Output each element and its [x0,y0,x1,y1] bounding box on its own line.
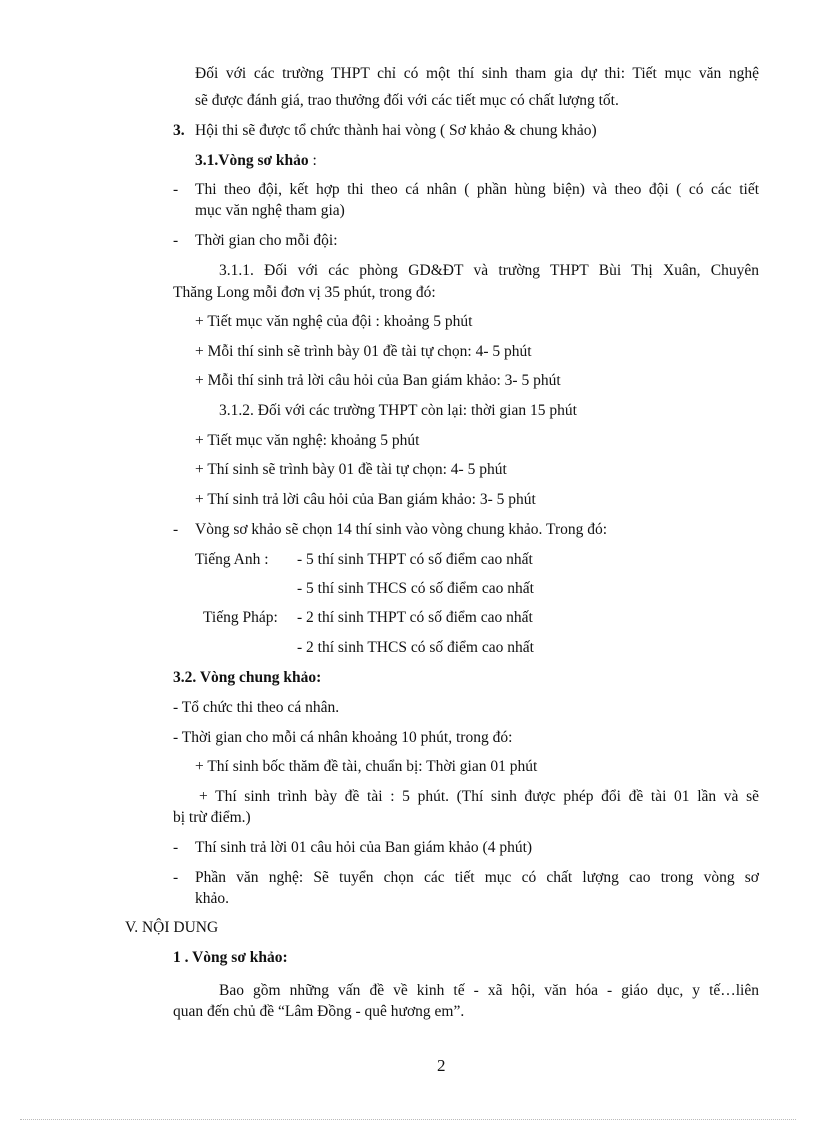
bullet-text: Phần văn nghệ: Sẽ tuyển chọn các tiết mục có chất lượng cao trong vòng sơ [195,869,759,886]
paragraph-line: Bao gồm những vấn đề về kinh tế - xã hội, văn hóa - giáo dục, y tế…liên [219,982,759,999]
paragraph-line: Thăng Long mỗi đơn vị 35 phút, trong đó: [173,284,436,301]
paragraph-line: quan đến chủ đề “Lâm Đồng - quê hương em”. [173,1003,465,1020]
bullet-dash: - [173,521,179,538]
table-value: - 2 thí sinh THCS có số điểm cao nhất [297,639,534,656]
bullet-text: Thời gian cho mỗi đội: [195,232,338,249]
sub-item: + Mỗi thí sinh sẽ trình bày 01 đề tài tự chọn: 4- 5 phút [195,343,532,360]
paragraph-line: - Thời gian cho mỗi cá nhân khoảng 10 phút, trong đó: [173,729,513,746]
heading-colon: : [312,152,317,169]
table-value: - 5 thí sinh THCS có số điểm cao nhất [297,580,534,597]
table-label: Tiếng Anh : [195,551,269,568]
table-value: - 2 thí sinh THPT có số điểm cao nhất [297,609,533,626]
sub-item: bị trừ điểm.) [173,809,251,826]
bullet-text: Thí sinh trả lời 01 câu hỏi của Ban giám khảo (4 phút) [195,839,533,856]
paragraph-line: - Tổ chức thi theo cá nhân. [173,699,340,716]
bullet-text: khảo. [195,890,230,907]
item-text: Hội thi sẽ được tổ chức thành hai vòng ( Sơ khảo & chung khảo) [195,122,597,139]
sub-item: + Mỗi thí sinh trả lời câu hỏi của Ban giám khảo: 3- 5 phút [195,372,561,389]
paragraph-line: 3.1.2. Đối với các trường THPT còn lại: thời gian 15 phút [219,402,577,419]
heading-3-2: 3.2. Vòng chung khảo: [173,669,322,686]
paragraph-line: sẽ được đánh giá, trao thưởng đối với các tiết mục có chất lượng tốt. [195,92,619,109]
bullet-dash: - [173,181,179,198]
paragraph-line: Đối với các trường THPT chỉ có một thí sinh tham gia dự thi: Tiết mục văn nghệ [195,65,759,82]
heading-text: 3.1.Vòng sơ khảo [195,152,309,169]
paragraph-line: 3.1.1. Đối với các phòng GD&ĐT và trường THPT Bùi Thị Xuân, Chuyên [219,262,759,279]
bullet-text: mục văn nghệ tham gia) [195,202,345,219]
item-number: 3. [173,122,185,139]
sub-item: + Thí sinh trả lời câu hỏi của Ban giám khảo: 3- 5 phút [195,491,536,508]
bullet-text: Thi theo đội, kết hợp thi theo cá nhân ( phần hùng biện) và theo đội ( có các tiết [195,181,759,198]
bullet-dash: - [173,839,179,856]
bullet-dash: - [173,869,179,886]
sub-item: + Thí sinh trình bày đề tài : 5 phút. (Thí sinh được phép đổi đề tài 01 lần và sẽ [199,788,759,805]
page-number: 2 [437,1056,446,1075]
sub-item: + Thí sinh bốc thăm đề tài, chuẩn bị: Thời gian 01 phút [195,758,538,775]
heading-3-1 [195,151,317,171]
page-bottom-rule [20,1119,796,1120]
subsection-heading: 1 . Vòng sơ khảo: [173,949,288,966]
bullet-dash: - [173,232,179,249]
table-value: - 5 thí sinh THPT có số điểm cao nhất [297,551,533,568]
sub-item: + Tiết mục văn nghệ của đội : khoảng 5 phút [195,313,473,330]
section-heading: V. NỘI DUNG [125,919,219,936]
bullet-text: Vòng sơ khảo sẽ chọn 14 thí sinh vào vòng chung khảo. Trong đó: [195,521,608,538]
sub-item: + Thí sinh sẽ trình bày 01 đề tài tự chọn: 4- 5 phút [195,461,507,478]
sub-item: + Tiết mục văn nghệ: khoảng 5 phút [195,432,420,449]
table-label: Tiếng Pháp: [203,609,278,626]
